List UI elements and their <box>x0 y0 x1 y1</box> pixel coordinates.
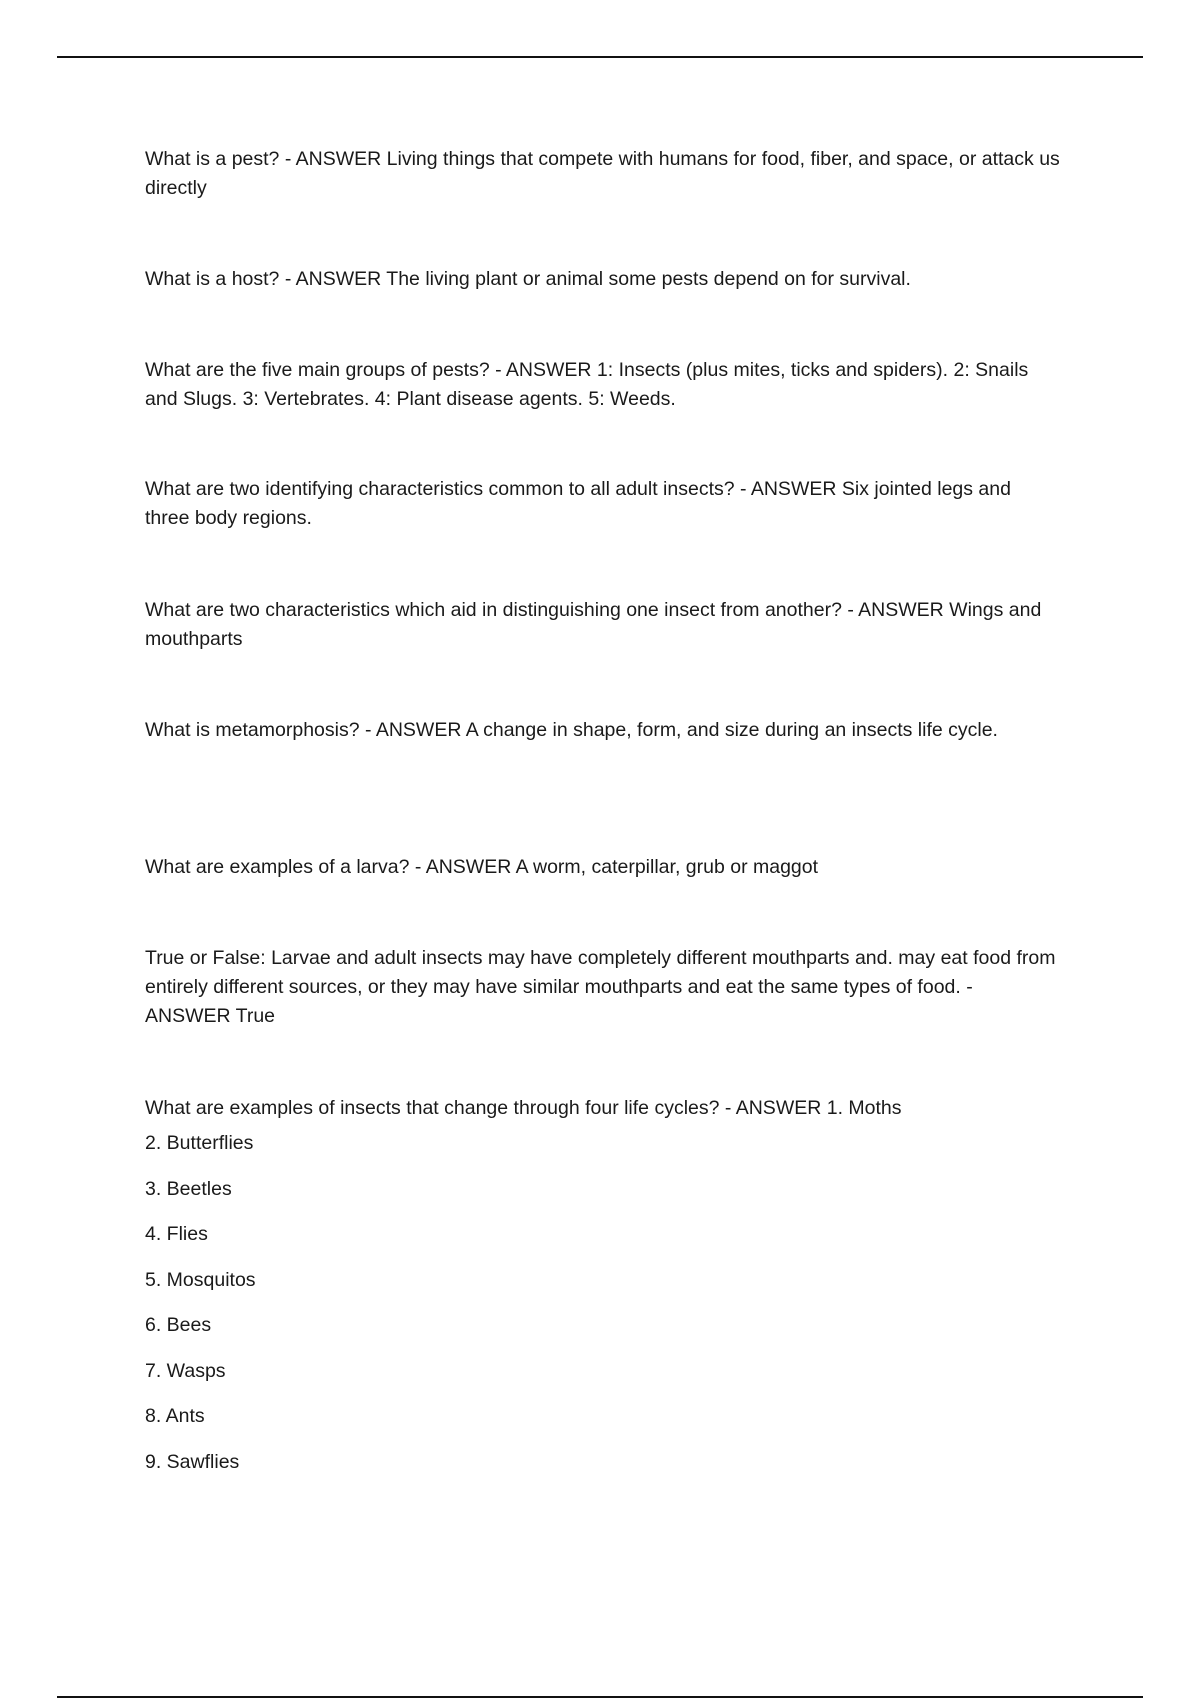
qa-larva-examples: What are examples of a larva? - ANSWER A worm, caterpillar, grub or maggot <box>145 856 819 878</box>
qa-four-life-cycles: What are examples of insects that change through four life cycles? - ANSWER 1. Moths <box>145 1097 902 1119</box>
list-item: 6. Bees <box>145 1314 212 1336</box>
qa-insect-characteristics: What are two identifying characteristics common to all adult insects? - ANSWER Six jointed legs and three body regions. <box>145 478 1011 529</box>
qa-metamorphosis: What is metamorphosis? - ANSWER A change in shape, form, and size during an insects life cycle. <box>145 719 998 741</box>
list-item: 8. Ants <box>145 1405 205 1427</box>
qa-pest-groups: What are the five main groups of pests? - ANSWER 1: Insects (plus mites, ticks and spiders). 2: Snails and Slugs. 3: Vertebrates. 4: Plant disease agents. 5: Weeds. <box>145 359 1029 410</box>
qa-host: What is a host? - ANSWER The living plant or animal some pests depend on for survival. <box>145 268 911 290</box>
header-rule <box>57 56 1143 58</box>
list-item: 7. Wasps <box>145 1359 226 1382</box>
qa-distinguishing-characteristics: What are two characteristics which aid in distinguishing one insect from another? - ANSWER Wings and mouthparts <box>145 599 1042 650</box>
qa-pest: What is a pest? - ANSWER Living things that compete with humans for food, fiber, and space, or attack us directly <box>145 148 1060 199</box>
qa-true-false: True or False: Larvae and adult insects may have completely different mouthparts and. may eat food from entirely different sources, or they may have similar mouthparts and eat the same types of food. - ANSWER True <box>145 947 1056 1027</box>
life-cycle-list <box>145 1129 1060 1477</box>
list-item: 9. Sawflies <box>145 1450 240 1473</box>
list-item: 4. Flies <box>145 1223 208 1245</box>
footer-rule <box>57 1696 1143 1698</box>
list-item: 5. Mosquitos <box>145 1268 256 1291</box>
document-body <box>145 145 1060 1493</box>
list-item: 3. Beetles <box>145 1177 232 1200</box>
list-item: 2. Butterflies <box>145 1132 254 1154</box>
